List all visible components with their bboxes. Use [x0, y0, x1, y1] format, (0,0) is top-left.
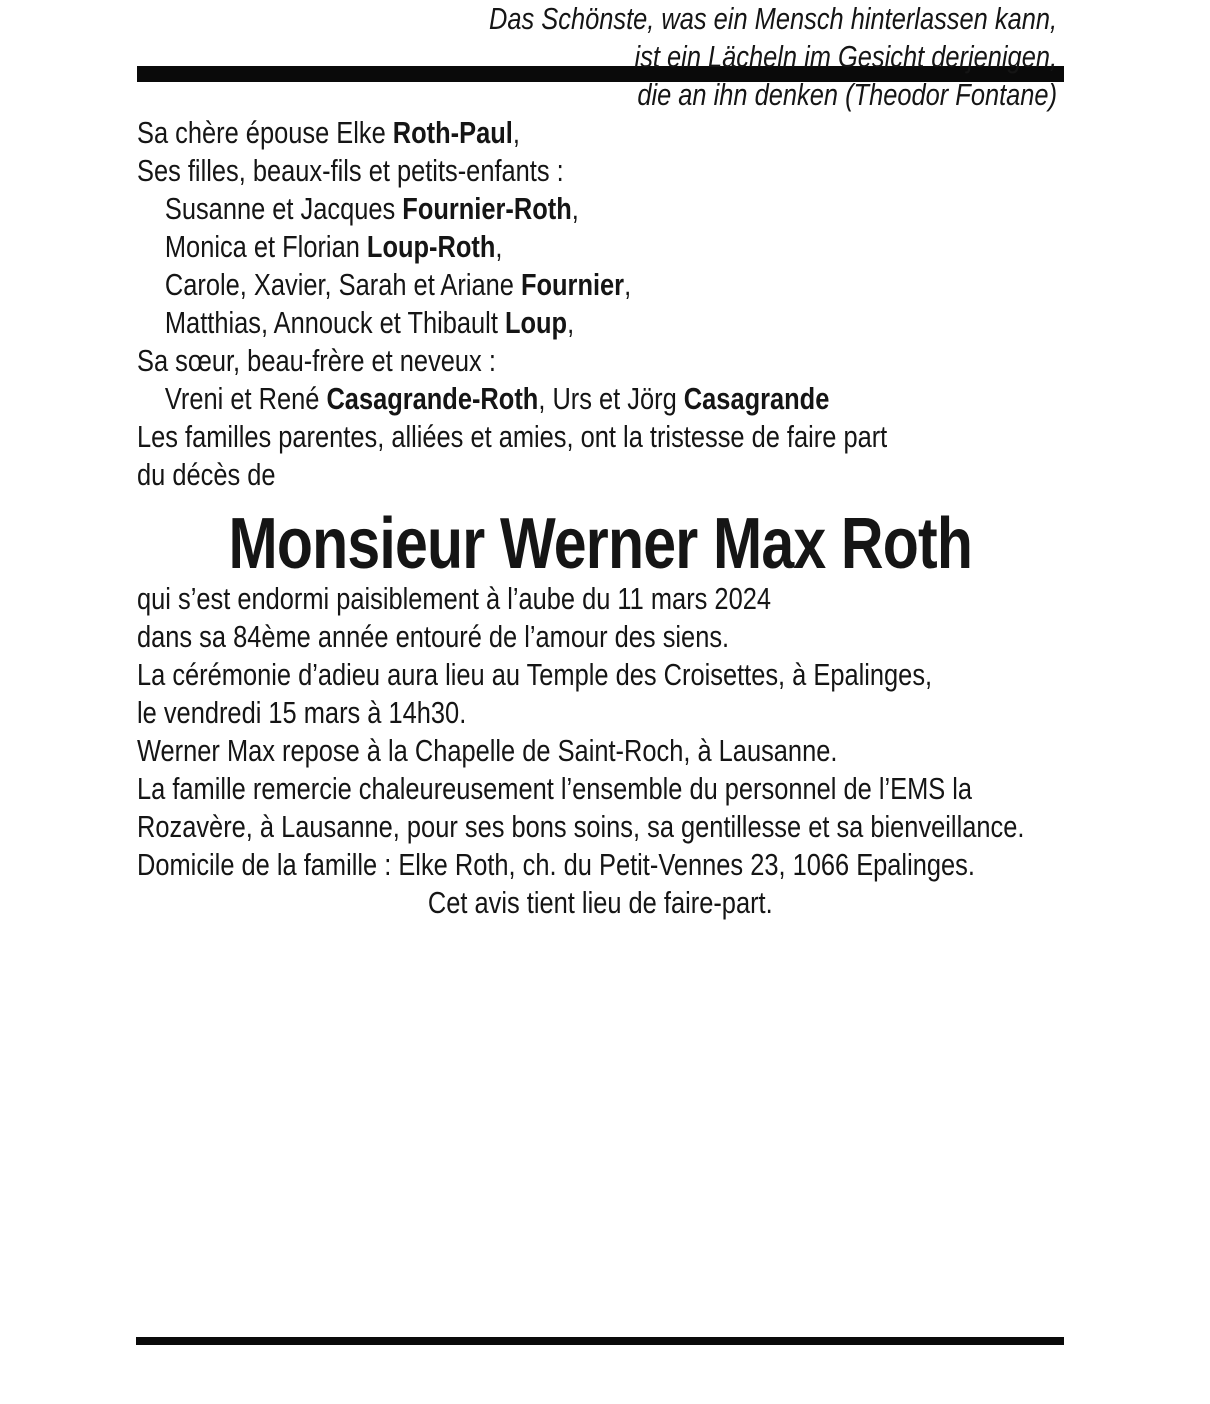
- text-segment: ,: [495, 229, 503, 264]
- deceased-name-title: Monsieur Werner Max Roth: [228, 504, 973, 584]
- text-line: [165, 304, 1064, 342]
- text-segment: ,: [512, 115, 520, 150]
- family-thanks: [137, 770, 1064, 846]
- announcement: [137, 418, 1064, 494]
- text-segment: Sa sœur, beau-frère et neveux :: [137, 343, 496, 378]
- text-segment: , Urs et Jörg: [538, 381, 684, 416]
- text-line: [137, 38, 1057, 76]
- text-segment: ,: [624, 267, 632, 302]
- text-segment: ist ein Lächeln im Gesicht derjenigen,: [634, 39, 1058, 74]
- text-line: [137, 76, 1057, 114]
- family-domicile: [137, 846, 1064, 884]
- text-line: [137, 580, 1064, 618]
- ceremony-details: [137, 656, 1064, 732]
- text-segment: dans sa 84ème année entouré de l’amour des siens.: [137, 619, 730, 654]
- family-name-bold: Roth-Paul: [392, 115, 513, 150]
- text-segment: La cérémonie d’adieu aura lieu au Temple des Croisettes, à Epalinges,: [137, 657, 933, 692]
- text-line: [137, 884, 1064, 922]
- text-segment: Vreni et René: [164, 381, 327, 416]
- sister-intro: [137, 342, 1064, 380]
- text-segment: ,: [567, 305, 575, 340]
- sister-names: [137, 380, 1064, 418]
- text-line: [137, 656, 1064, 694]
- children-intro: [137, 152, 1064, 190]
- family-name-bold: Fournier-Roth: [402, 191, 572, 226]
- text-segment: Rozavère, à Lausanne, pour ses bons soins, sa gentillesse et sa bienveillance.: [137, 809, 1025, 844]
- text-line: [137, 114, 1064, 152]
- text-line: [137, 342, 1064, 380]
- text-line: [137, 456, 1064, 494]
- text-line: [137, 694, 1064, 732]
- text-line: [137, 0, 1057, 38]
- text-segment: Werner Max repose à la Chapelle de Saint-Roch, à Lausanne.: [137, 733, 838, 768]
- text-segment: die an ihn denken (Theodor Fontane): [637, 77, 1058, 112]
- text-line: [137, 732, 1064, 770]
- death-details: [137, 580, 1064, 656]
- memorial-quote: [137, 0, 1064, 114]
- text-line: [137, 152, 1064, 190]
- text-segment: Domicile de la famille : Elke Roth, ch. du Petit-Vennes 23, 1066 Epalinges.: [137, 847, 975, 882]
- text-segment: du décès de: [137, 457, 276, 492]
- text-line: [137, 770, 1064, 808]
- spouse-line: [137, 114, 1064, 152]
- text-line: [165, 190, 1064, 228]
- text-segment: le vendredi 15 mars à 14h30.: [137, 695, 467, 730]
- obituary-content: [137, 0, 1064, 922]
- text-segment: Les familles parentes, alliées et amies, ont la tristesse de faire part: [137, 419, 888, 454]
- text-segment: Ses filles, beaux-fils et petits-enfants :: [137, 153, 564, 188]
- text-segment: Das Schönste, was ein Mensch hinterlassen kann,: [489, 1, 1058, 36]
- text-segment: ,: [571, 191, 579, 226]
- text-line: [137, 618, 1064, 656]
- family-name-bold: Fournier: [520, 267, 625, 302]
- text-segment: La famille remercie chaleureusement l’ensemble du personnel de l’EMS la: [137, 771, 973, 806]
- family-name-bold: Casagrande-Roth: [326, 381, 539, 416]
- text-segment: Cet avis tient lieu de faire-part.: [427, 885, 773, 920]
- text-line: [165, 228, 1064, 266]
- repose-location: [137, 732, 1064, 770]
- text-segment: Monica et Florian: [164, 229, 367, 264]
- closing-note: [137, 884, 1064, 922]
- text-segment: Matthias, Annouck et Thibault: [164, 305, 505, 340]
- text-segment: Sa chère épouse Elke: [137, 115, 393, 150]
- children-names: [137, 190, 1064, 342]
- text-line: [137, 808, 1064, 846]
- text-segment: Susanne et Jacques: [164, 191, 403, 226]
- family-name-bold: Casagrande: [683, 381, 830, 416]
- text-line: [137, 846, 1064, 884]
- family-name-bold: Loup: [504, 305, 568, 340]
- text-segment: Carole, Xavier, Sarah et Ariane: [164, 267, 521, 302]
- family-name-bold: Loup-Roth: [366, 229, 496, 264]
- text-line: [165, 380, 1064, 418]
- bottom-rule: [136, 1337, 1064, 1345]
- text-line: [137, 418, 1064, 456]
- text-segment: qui s’est endormi paisiblement à l’aube du 11 mars 2024: [137, 581, 771, 616]
- text-line: [165, 266, 1064, 304]
